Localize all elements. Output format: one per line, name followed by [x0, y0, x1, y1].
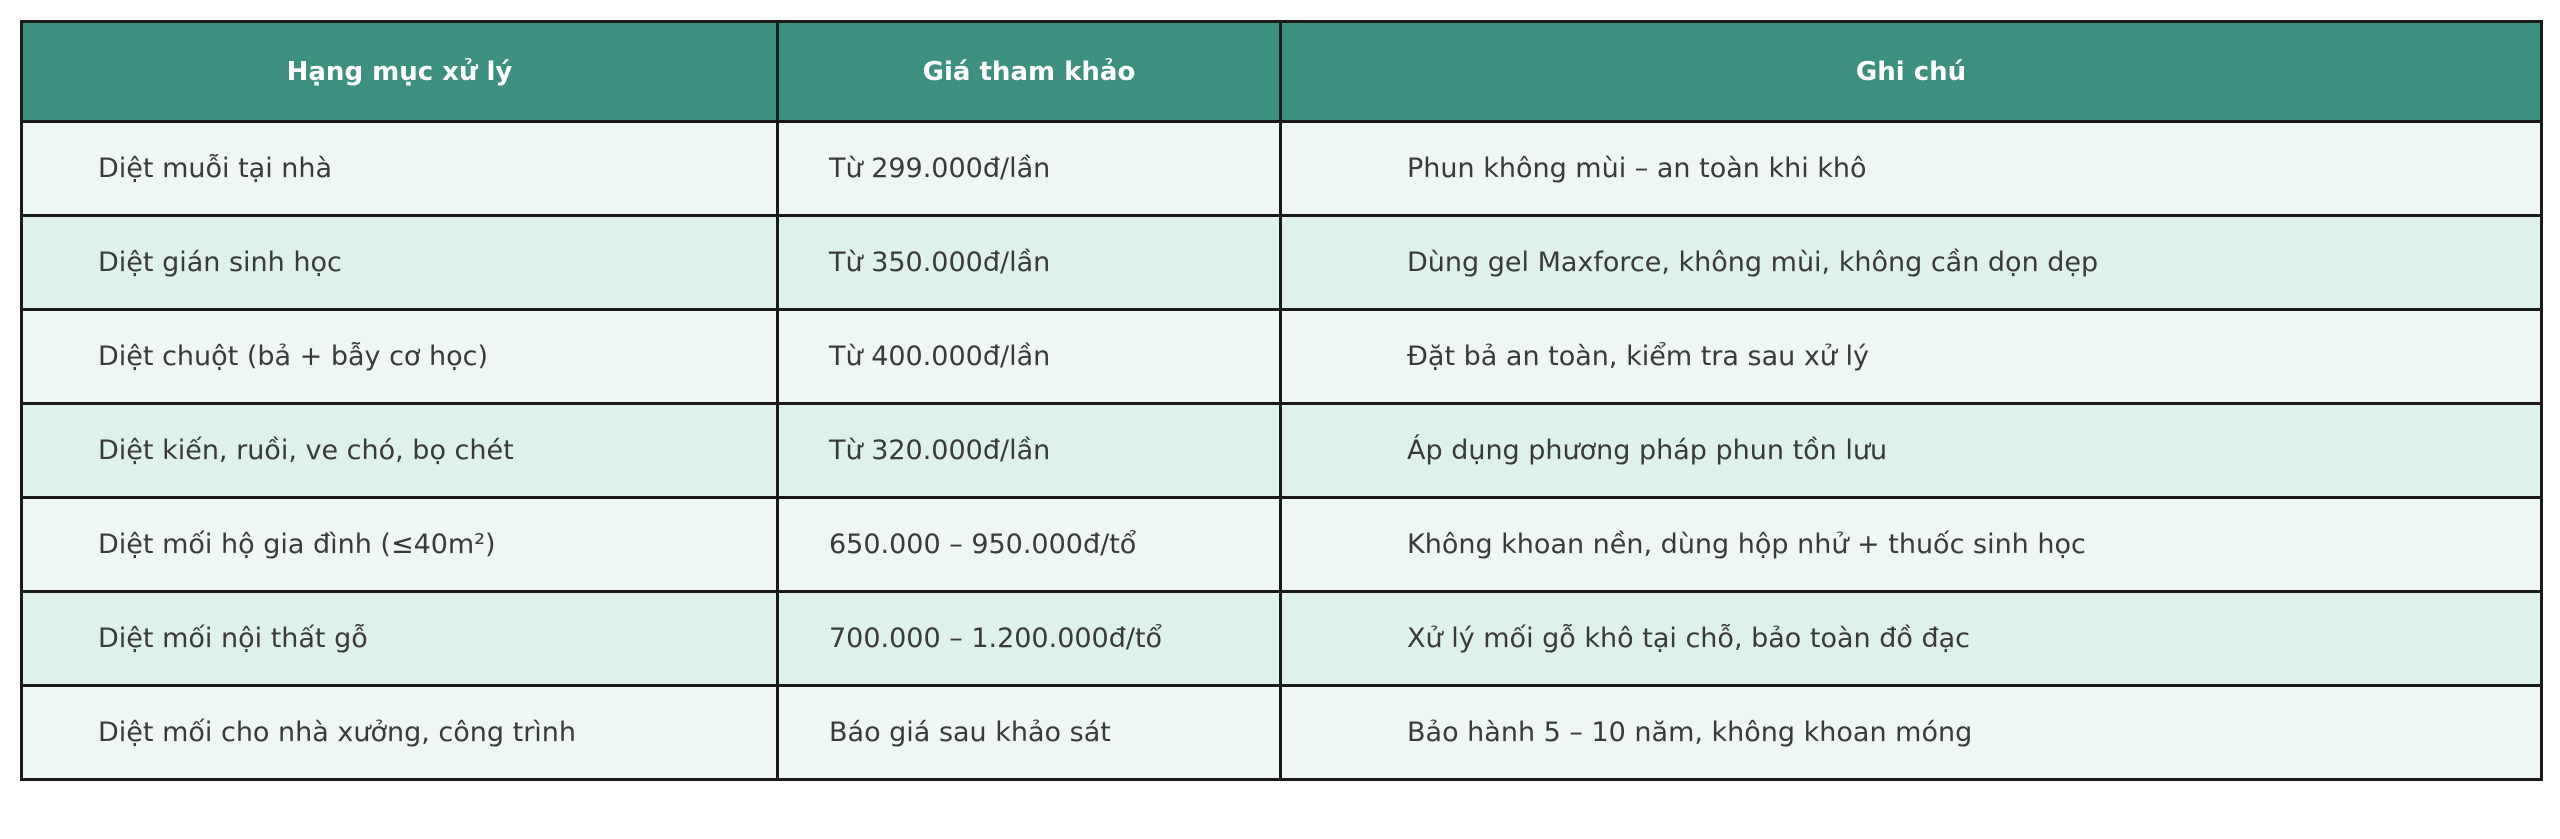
- cell-service: Diệt mối cho nhà xưởng, công trình: [22, 686, 778, 780]
- cell-price: 700.000 – 1.200.000đ/tổ: [778, 592, 1281, 686]
- cell-service: Diệt gián sinh học: [22, 216, 778, 310]
- cell-note: Không khoan nền, dùng hộp nhử + thuốc sinh học: [1281, 498, 2542, 592]
- table-row: [22, 122, 2542, 216]
- table-row: [22, 310, 2542, 404]
- header-note: Ghi chú: [1281, 22, 2542, 122]
- table-row: [22, 498, 2542, 592]
- cell-note: Dùng gel Maxforce, không mùi, không cần dọn dẹp: [1281, 216, 2542, 310]
- cell-service: Diệt kiến, ruồi, ve chó, bọ chét: [22, 404, 778, 498]
- cell-note: Áp dụng phương pháp phun tồn lưu: [1281, 404, 2542, 498]
- table-row: [22, 686, 2542, 780]
- table-header: [22, 22, 2542, 122]
- header-row: [22, 22, 2542, 122]
- cell-price: Từ 299.000đ/lần: [778, 122, 1281, 216]
- cell-service: Diệt muỗi tại nhà: [22, 122, 778, 216]
- cell-note: Xử lý mối gỗ khô tại chỗ, bảo toàn đồ đạc: [1281, 592, 2542, 686]
- cell-service: Diệt chuột (bả + bẫy cơ học): [22, 310, 778, 404]
- price-table: [20, 20, 2543, 781]
- cell-price: Từ 400.000đ/lần: [778, 310, 1281, 404]
- header-service: Hạng mục xử lý: [22, 22, 778, 122]
- cell-price: 650.000 – 950.000đ/tổ: [778, 498, 1281, 592]
- cell-price: Từ 350.000đ/lần: [778, 216, 1281, 310]
- table-body: [22, 122, 2542, 780]
- cell-price: Báo giá sau khảo sát: [778, 686, 1281, 780]
- cell-price: Từ 320.000đ/lần: [778, 404, 1281, 498]
- header-price: Giá tham khảo: [778, 22, 1281, 122]
- table-row: [22, 592, 2542, 686]
- cell-note: Đặt bả an toàn, kiểm tra sau xử lý: [1281, 310, 2542, 404]
- cell-note: Phun không mùi – an toàn khi khô: [1281, 122, 2542, 216]
- cell-service: Diệt mối hộ gia đình (≤40m²): [22, 498, 778, 592]
- price-table-container: [20, 20, 2540, 781]
- table-row: [22, 216, 2542, 310]
- cell-note: Bảo hành 5 – 10 năm, không khoan móng: [1281, 686, 2542, 780]
- table-row: [22, 404, 2542, 498]
- cell-service: Diệt mối nội thất gỗ: [22, 592, 778, 686]
